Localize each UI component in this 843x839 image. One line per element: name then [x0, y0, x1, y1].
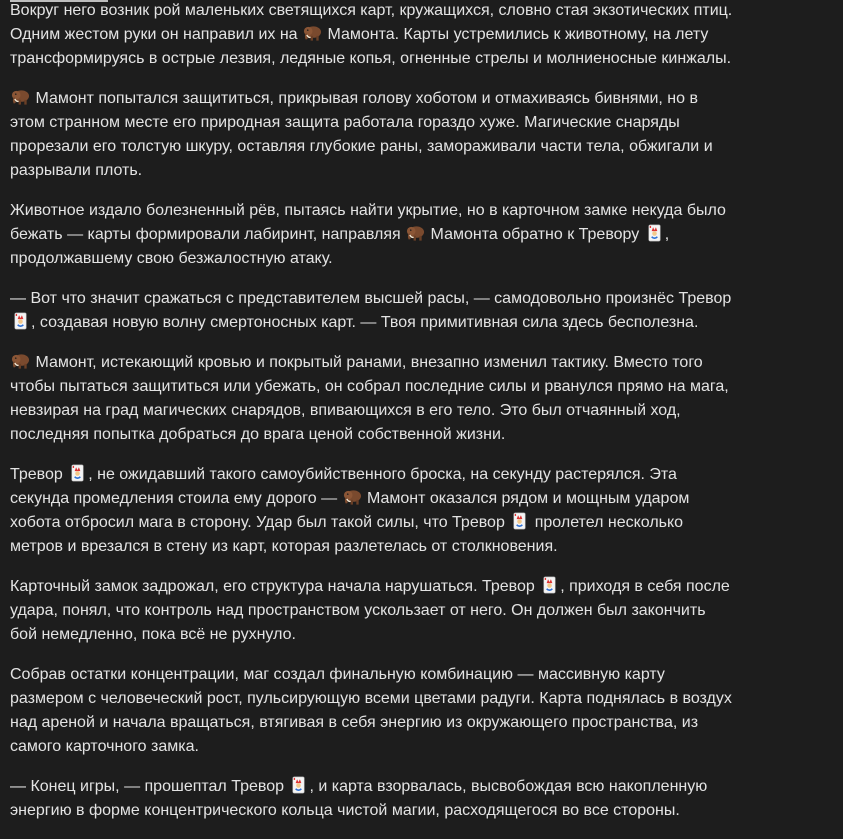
- paragraph: [10, 87, 840, 183]
- paragraph-text: Мамонт попытался защититься, прикрывая голову хоботом и отмахиваясь бивнями, но в этом странном месте его природная защита работала гораздо хуже. Магические снаряды прорезали его толстую шкуру, оставляя глубокие раны, замораживали части тела, обжигали и разрывали плоть.: [10, 90, 713, 179]
- paragraph-text: , и карта взорвалась, высвобождая всю накопленную энергию в форме концентрического кольца чистой магии, расходящегося во все стороны.: [10, 778, 708, 819]
- joker-card-emoji-icon: [540, 576, 559, 594]
- mammoth-emoji-icon: [343, 488, 362, 506]
- joker-card-emoji-icon: [68, 464, 87, 482]
- paragraph-text: Мамонта. Карты устремились к животному, на лету трансформируясь в острые лезвия, ледяные копья, огненные стрелы и молниеносные кинжалы.: [10, 26, 732, 67]
- paragraph-text: Мамонт, истекающий кровью и покрытый ранами, внезапно изменил тактику. Вместо того чтобы пытаться защититься или убежать, он собрал последние силы и рванулся прямо на мага, невзирая на град магических снарядов, впивающихся в его тело. Это был отчаянный ход, последняя попытка добраться до врага ценой собственной жизни.: [10, 354, 729, 443]
- mammoth-emoji-icon: [11, 88, 30, 106]
- joker-card-emoji-icon: [645, 224, 664, 242]
- joker-card-emoji-icon: [510, 512, 529, 530]
- paragraph-text: Вокруг него возник рой маленьких светящихся карт, кружащихся, словно стая экзотических птиц. Одним жестом руки он направил их на: [10, 2, 733, 43]
- paragraph-text: пролетел несколько метров и врезался в стену из карт, которая разлетелась от столкновения.: [10, 514, 684, 555]
- paragraph-text: Карточный замок задрожал, его структура начала нарушаться. Тревор: [10, 578, 540, 595]
- paragraph: [10, 351, 840, 447]
- story-text: [10, 0, 840, 839]
- mammoth-emoji-icon: [406, 224, 425, 242]
- paragraph: [10, 663, 840, 759]
- paragraph: [10, 287, 840, 335]
- paragraph-text: Собрав остатки концентрации, маг создал финальную комбинацию — массивную карту размером с человеческий рост, пульсирующую всеми цветами радуги. Карта поднялась в воздух над ареной и начала вращаться, втягивая в себя энергию из окружающего пространства, из самого карточного замка.: [10, 666, 732, 755]
- paragraph: [10, 775, 840, 823]
- paragraph-text: — Конец игры, — прошептал Тревор: [10, 778, 289, 795]
- paragraph-text: , приходя в себя после удара, понял, что контроль над пространством ускользает от него. Он должен был закончить бой немедленно, пока всё не рухнуло.: [10, 578, 730, 643]
- paragraph-text: , не ожидавший такого самоубийственного броска, на секунду растерялся. Эта секунда промедления стоила ему дорого —: [10, 466, 677, 507]
- joker-card-emoji-icon: [289, 776, 308, 794]
- paragraph: [10, 463, 840, 559]
- paragraph: [10, 0, 840, 71]
- paragraph-text: Животное издало болезненный рёв, пытаясь найти укрытие, но в карточном замке некуда было бежать — карты формировали лабиринт, направляя: [10, 202, 726, 243]
- paragraph: [10, 199, 840, 271]
- paragraph-text: , создавая новую волну смертоносных карт. — Твоя примитивная сила здесь бесполезна.: [31, 314, 699, 331]
- mammoth-emoji-icon: [11, 352, 30, 370]
- mammoth-emoji-icon: [303, 24, 322, 42]
- paragraph: [10, 575, 840, 647]
- paragraph-text: Мамонта обратно к Тревору: [426, 226, 644, 243]
- paragraph-text: — Вот что значит сражаться с представителем высшей расы, — самодовольно произнёс Тревор: [10, 290, 732, 307]
- paragraph-text: Мамонт оказался рядом и мощным ударом хобота отбросил мага в сторону. Удар был такой силы, что Тревор: [10, 490, 690, 531]
- paragraph-text: Тревор: [10, 466, 68, 483]
- joker-card-emoji-icon: [11, 312, 30, 330]
- paragraph-text: , продолжавшему свою безжалостную атаку.: [10, 226, 670, 267]
